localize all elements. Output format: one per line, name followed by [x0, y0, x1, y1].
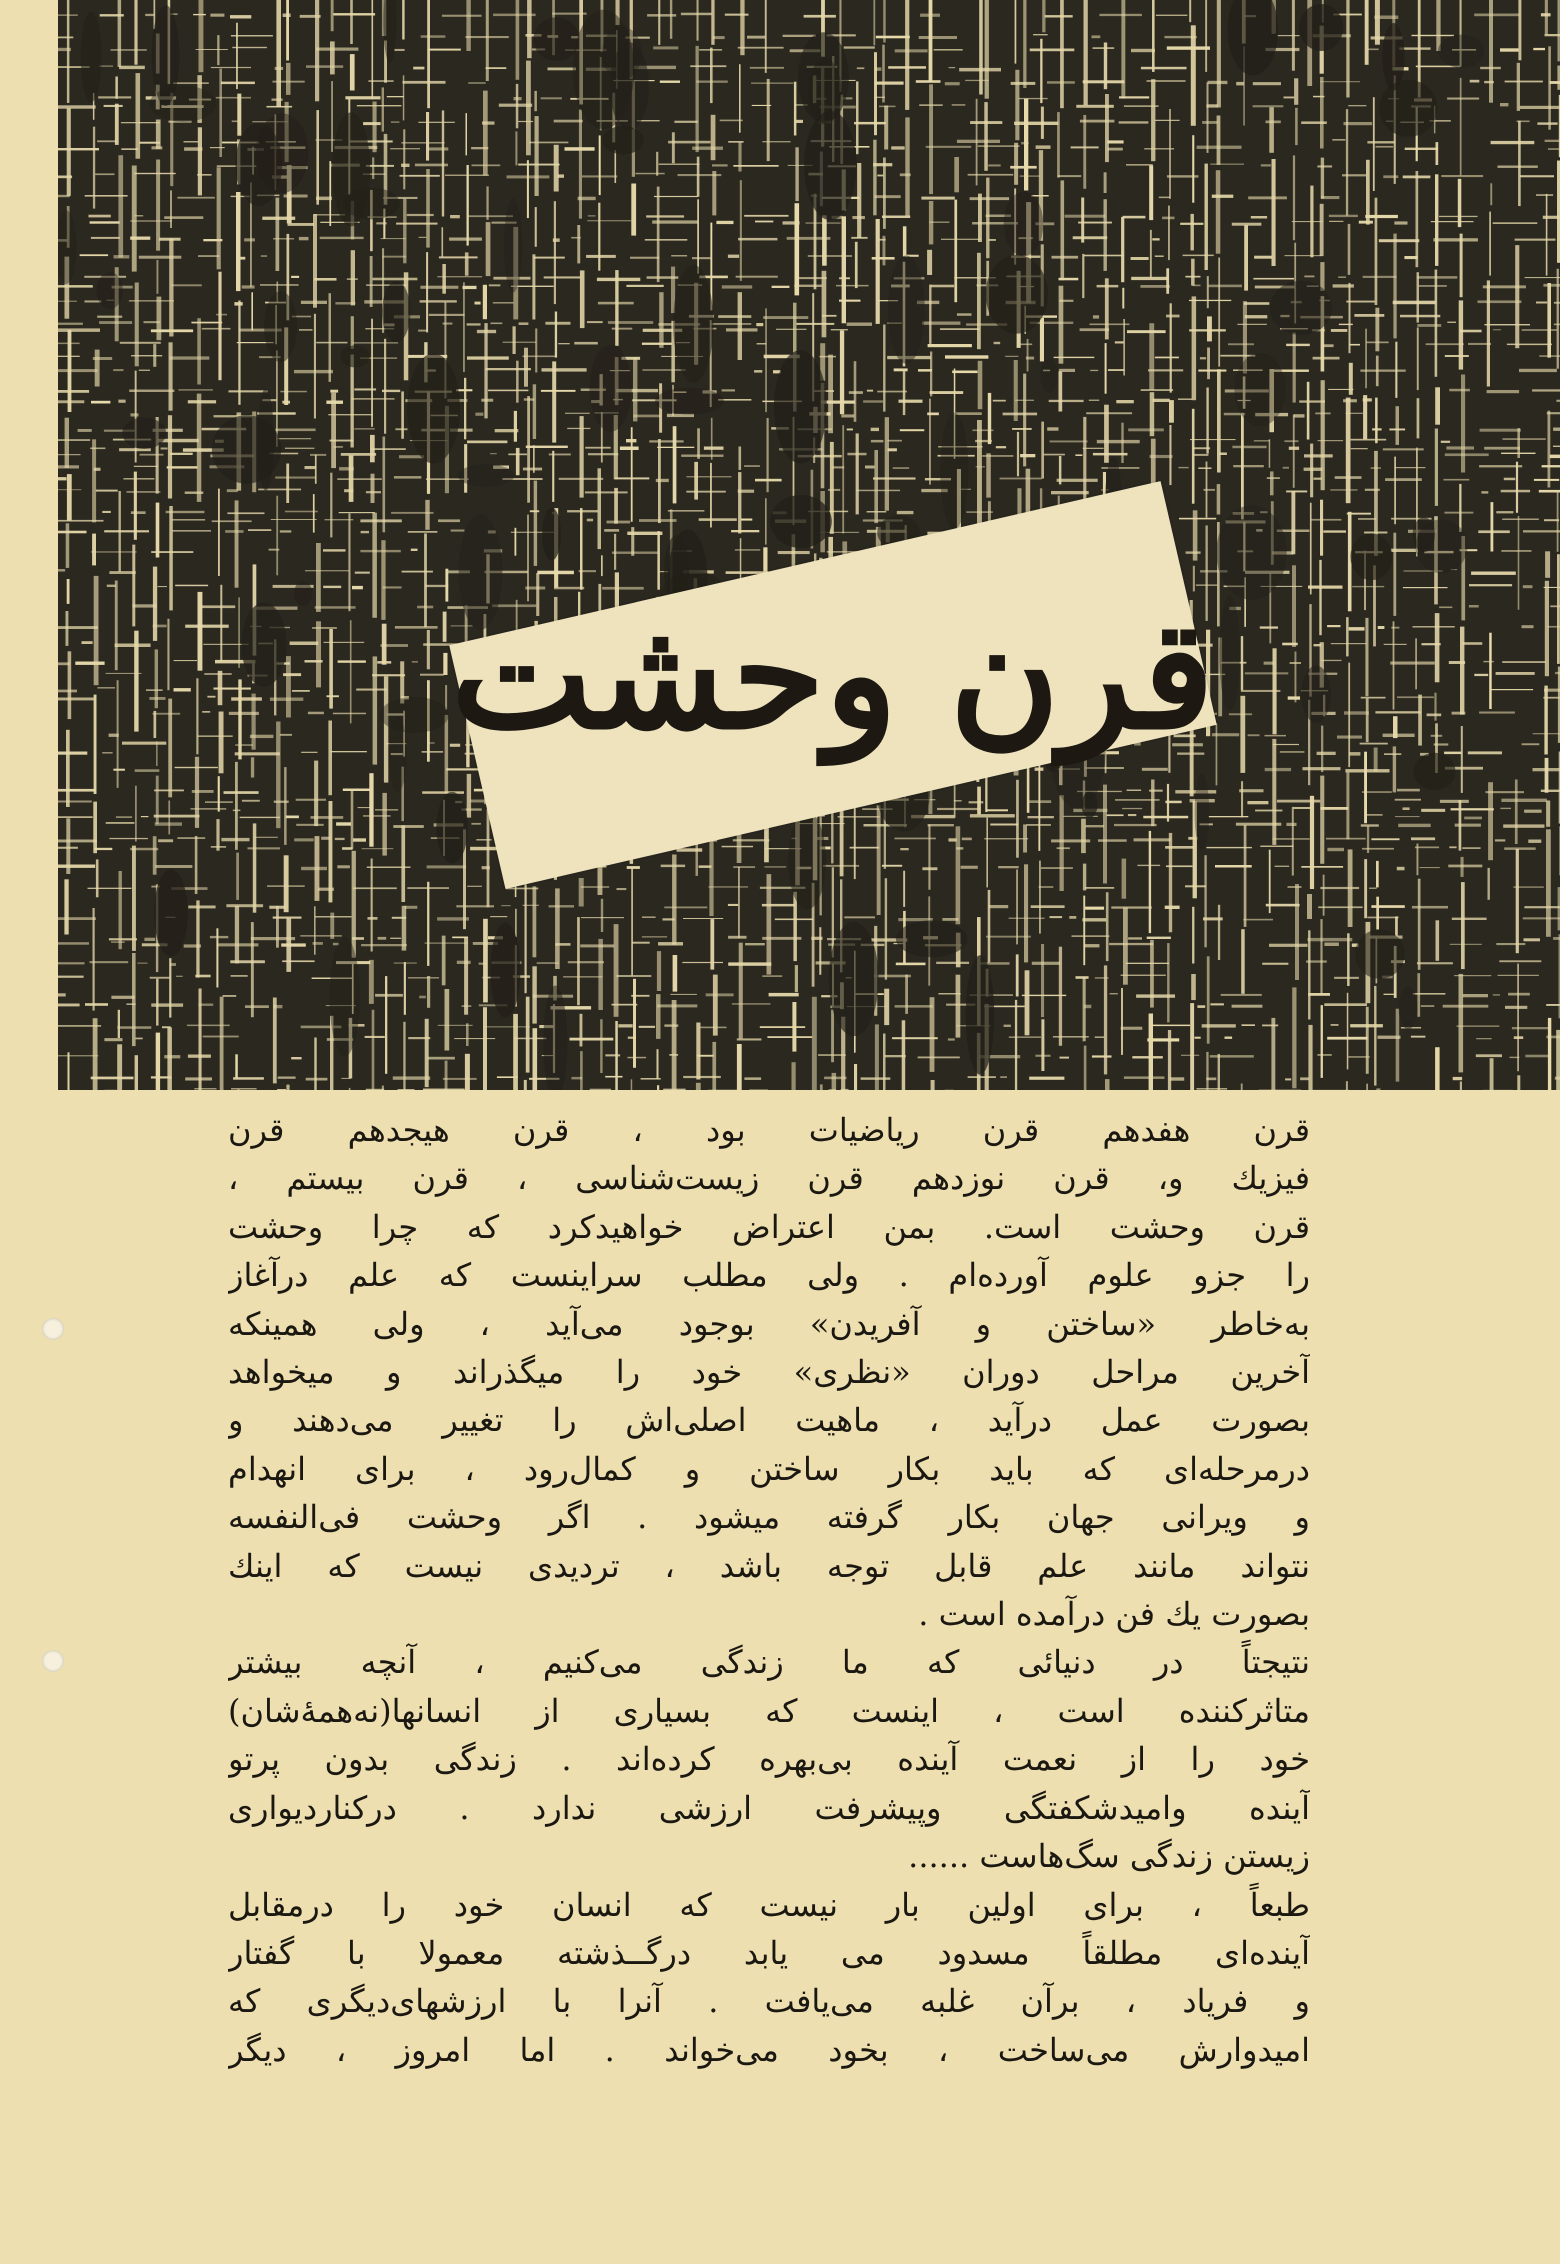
- text-line: آینده وامیدشکفتگی وپیشرفت ارزشی ندارد . درکناردیواری: [228, 1788, 1310, 1827]
- text-line: نتیجتاً در دنیائی که ما زندگی می‌کنیم ، آنچه بیشتر: [228, 1643, 1310, 1682]
- text-line: آخرین مراحل دوران «نظری» خود را میگذراند و میخواهد: [228, 1353, 1310, 1392]
- text-line: متاثرکننده است ، اینست که بسیاری از انسانها(نه‌همهٔ‌شان): [228, 1691, 1310, 1730]
- paragraph-3: [228, 1881, 1310, 2075]
- article-body: [228, 1106, 1310, 2256]
- text-line: آینده‌ای مطلقاً مسدود می یابد درگــذشته معمولا با گفتار: [228, 1933, 1310, 1972]
- text-line: نتواند مانند علم قابل توجه باشد ، تردیدی نیست که اینك: [228, 1546, 1310, 1585]
- paragraph-2: [228, 1638, 1310, 1880]
- text-line: و ویرانی جهان بکار گرفته میشود . اگر وحشت فی‌النفسه: [228, 1498, 1310, 1537]
- text-line: به‌خاطر «ساختن و آفریدن» بوجود می‌آید ، ولی همینکه: [228, 1304, 1310, 1343]
- text-line: قرن وحشت است. بمن اعتراض خواهیدکرد که چرا وحشت: [228, 1207, 1310, 1246]
- punch-hole: [42, 1318, 64, 1340]
- paragraph-1: [228, 1106, 1310, 1638]
- text-line: را جزو علوم آورده‌ام . ولی مطلب سراینست که علم درآغاز: [228, 1256, 1310, 1295]
- text-line: طبعاً ، برای اولین بار نیست که انسان خود را درمقابل: [228, 1885, 1310, 1924]
- text-line: قرن هفدهم قرن ریاضیات بود ، قرن هیجدهم قرن: [228, 1111, 1310, 1149]
- text-line: درمرحله‌ای که باید بکار ساختن و کمال‌رود ، برای انهدام: [228, 1449, 1310, 1488]
- text-line: فیزیك و، قرن نوزدهم قرن زیست‌شناسی ، قرن بیستم ،: [228, 1159, 1310, 1198]
- article-title: قرن وحشت: [451, 587, 1215, 763]
- punch-hole: [42, 1650, 64, 1672]
- text-line: بصورت یك فن درآمده است .: [918, 1595, 1310, 1634]
- text-line: امیدوارش می‌ساخت ، بخود می‌خواند . اما امروز ، دیگر: [228, 2030, 1310, 2069]
- textured-header-illustration: [58, 0, 1560, 1090]
- text-line: خود را از نعمت آینده بی‌بهره کرده‌اند . زندگی بدون پرتو: [228, 1740, 1310, 1779]
- woven-texture-graphic: [58, 0, 1560, 1090]
- text-line: و فریاد ، برآن غلبه می‌یافت . آنرا با ارزشهای‌دیگری که: [228, 1982, 1310, 2021]
- text-line: زیستن زندگی سگ‌هاست ......: [908, 1837, 1310, 1876]
- text-line: بصورت عمل درآید ، ماهیت اصلی‌اش را تغییر می‌دهند و: [228, 1401, 1310, 1440]
